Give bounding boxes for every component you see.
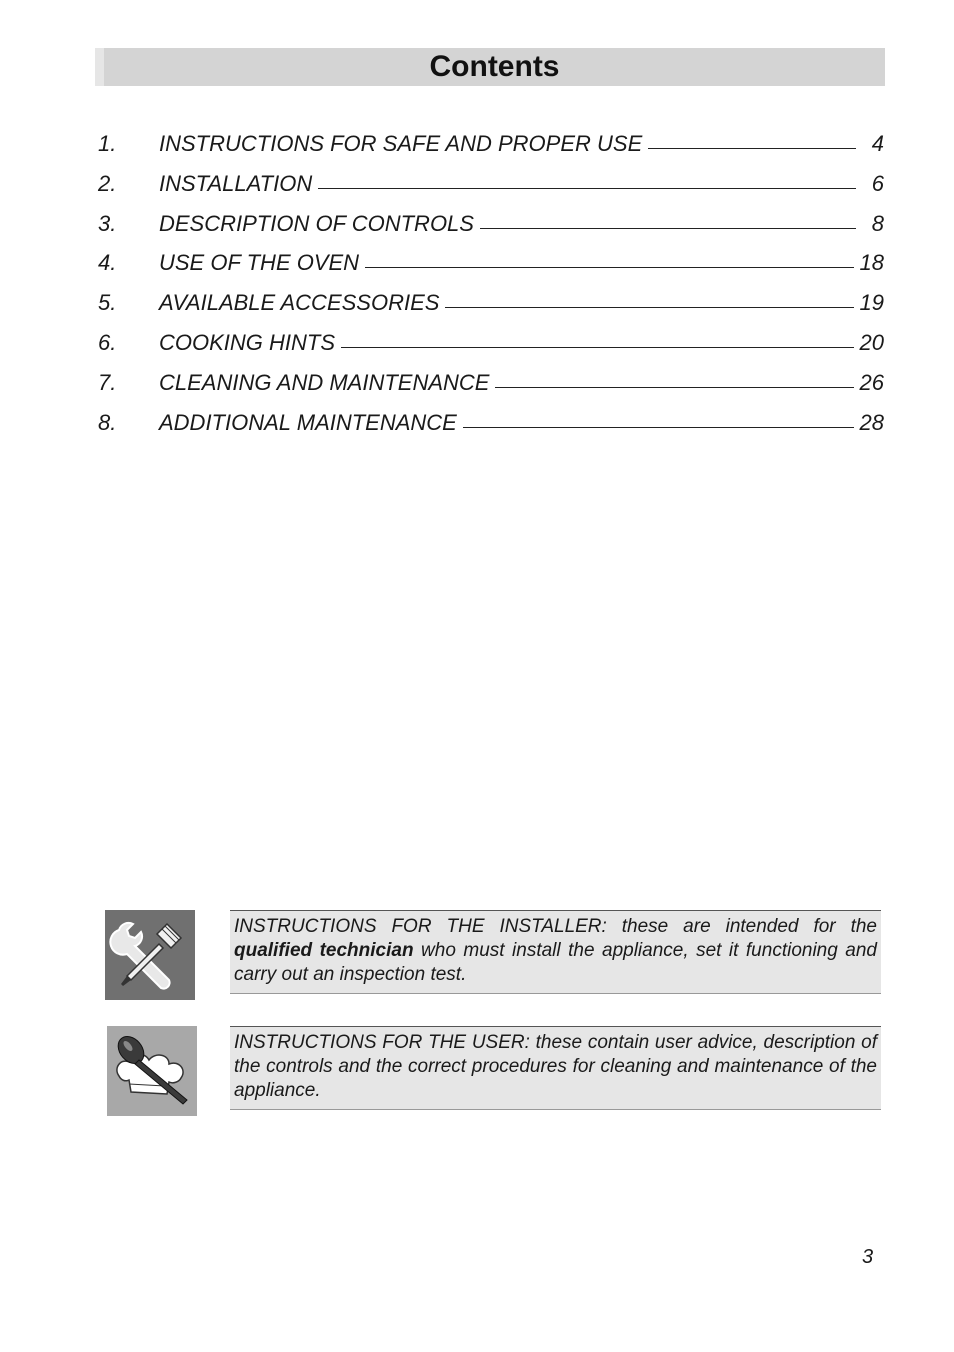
installer-text-intro: INSTRUCTIONS FOR THE INSTALLER: these are intended for the xyxy=(234,916,877,937)
toc-entry-page: 19 xyxy=(859,290,884,316)
toc-leader-line xyxy=(318,188,856,189)
toc-entry-number: 1. xyxy=(98,131,117,156)
contents-title-bar xyxy=(95,48,885,86)
toc-entry-page: 8 xyxy=(871,210,884,236)
toc-entry-label: AVAILABLE ACCESSORIES xyxy=(159,290,440,316)
toc-entry-number: 5. xyxy=(98,290,117,316)
user-instructions-text xyxy=(230,1026,881,1110)
toc-entry-label: INSTALLATION xyxy=(159,170,313,196)
toc-entry-number: 7. xyxy=(98,369,117,395)
toc-entry-page: 26 xyxy=(859,369,884,395)
installer-instructions-text xyxy=(230,910,881,994)
toc-entry-page: 4 xyxy=(871,131,884,156)
toc-entry-number: 8. xyxy=(98,409,117,435)
toc-entry-number: 4. xyxy=(98,250,117,276)
toc-entry-label: CLEANING AND MAINTENANCE xyxy=(159,369,490,395)
installer-text-rest: who must install the appliance, set it functioning and carry out an inspection test. xyxy=(234,940,877,985)
toc-leader-line xyxy=(648,148,856,149)
toc-leader-line xyxy=(495,387,853,388)
toc-entry-label: DESCRIPTION OF CONTROLS xyxy=(159,210,474,236)
toc-entry-number: 2. xyxy=(98,170,117,196)
wrench-screwdriver-icon xyxy=(105,910,195,1000)
toc-entry-page: 20 xyxy=(859,329,884,355)
toc-entry-4[interactable] xyxy=(98,250,884,290)
page-title: Contents xyxy=(429,50,560,83)
toc-entry-6[interactable] xyxy=(98,330,884,370)
installer-text-bold: qualified technician xyxy=(234,940,414,961)
user-text: INSTRUCTIONS FOR THE USER: these contain user advice, description of the controls and the correct procedures for cleaning and maintenance of the appliance. xyxy=(234,1032,877,1101)
chef-hat-spoon-icon xyxy=(107,1026,197,1116)
toc-entry-page: 18 xyxy=(859,250,884,276)
toc-leader-line xyxy=(365,267,853,268)
toc-entry-number: 6. xyxy=(98,329,117,355)
toc-entry-label: USE OF THE OVEN xyxy=(159,250,360,276)
table-of-contents xyxy=(98,131,884,449)
toc-entry-page: 6 xyxy=(871,170,884,196)
toc-entry-page: 28 xyxy=(859,409,884,435)
toc-leader-line xyxy=(445,307,853,308)
toc-entry-label: COOKING HINTS xyxy=(159,329,336,355)
toc-entry-5[interactable] xyxy=(98,290,884,330)
toc-entry-1[interactable] xyxy=(98,131,884,171)
toc-leader-line xyxy=(463,427,854,428)
toc-entry-8[interactable] xyxy=(98,410,884,450)
toc-entry-7[interactable] xyxy=(98,370,884,410)
toc-entry-2[interactable] xyxy=(98,171,884,211)
toc-leader-line xyxy=(480,228,856,229)
toc-entry-label: ADDITIONAL MAINTENANCE xyxy=(159,409,457,435)
toc-leader-line xyxy=(341,347,854,348)
toc-entry-3[interactable] xyxy=(98,211,884,251)
toc-entry-label: INSTRUCTIONS FOR SAFE AND PROPER USE xyxy=(159,131,643,156)
page-number: 3 xyxy=(862,1246,874,1268)
toc-entry-number: 3. xyxy=(98,210,117,236)
